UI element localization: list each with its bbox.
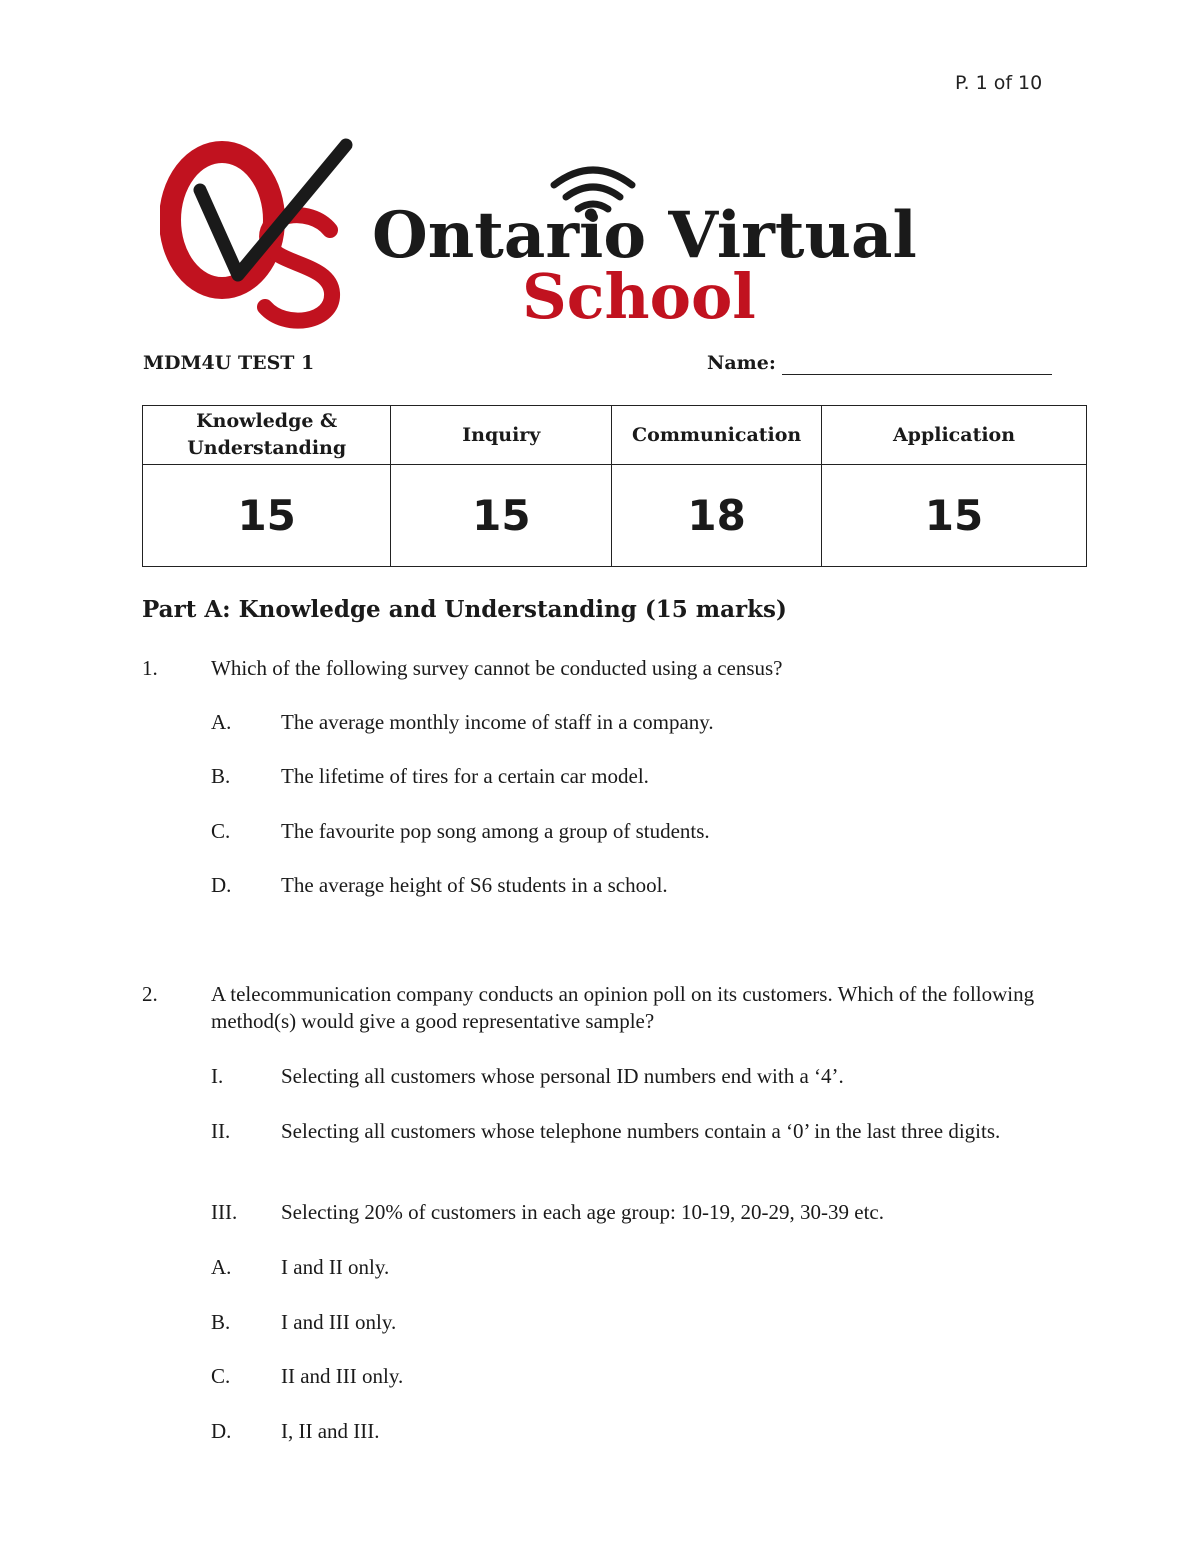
statement-text: Selecting 20% of customers in each age group: 10-19, 20-29, 30-39 etc.	[281, 1200, 885, 1224]
test-header	[143, 352, 1087, 382]
option-text: I and II only.	[281, 1255, 390, 1279]
question-number: 2.	[142, 982, 158, 1006]
page-number: P. 1 of 10	[955, 72, 1043, 94]
header-communication: Communication	[612, 406, 822, 465]
option-text: I, II and III.	[281, 1419, 380, 1443]
school-logo	[160, 135, 930, 330]
option-label: C.	[211, 1364, 231, 1388]
option-text: The lifetime of tires for a certain car model.	[281, 764, 649, 788]
value-application: 15	[822, 465, 1087, 567]
question-text: Which of the following survey cannot be conducted using a census?	[211, 656, 783, 680]
statement-label: I.	[211, 1064, 224, 1088]
marks-header-row	[143, 406, 1087, 465]
header-inquiry: Inquiry	[391, 406, 612, 465]
option-label: A.	[211, 1255, 232, 1279]
marks-value-row	[143, 465, 1087, 567]
statement-label: III.	[211, 1200, 238, 1224]
option-label: D.	[211, 873, 232, 897]
option-text: The favourite pop song among a group of students.	[281, 819, 710, 843]
option-label: D.	[211, 1419, 232, 1443]
logo-line1: Ontario Virtual	[372, 198, 917, 273]
section-title: Part A: Knowledge and Understanding (15 marks)	[142, 596, 787, 623]
name-blank-line[interactable]	[782, 374, 1052, 375]
question-number: 1.	[142, 656, 158, 680]
question-text: A telecommunication company conducts an opinion poll on its customers. Which of the following method(s) would give a good representative sample?	[211, 982, 1035, 1033]
option-label: B.	[211, 764, 231, 788]
option-label: C.	[211, 819, 231, 843]
value-inquiry: 15	[391, 465, 612, 567]
marks-breakdown-table	[142, 405, 1087, 567]
option-label: B.	[211, 1310, 231, 1334]
course-title: MDM4U TEST 1	[143, 352, 315, 374]
header-knowledge: Knowledge & Understanding	[143, 406, 391, 465]
logo-line2: School	[522, 260, 756, 330]
option-text: I and III only.	[281, 1310, 397, 1334]
statement-text: Selecting all customers whose personal ID numbers end with a ‘4’.	[281, 1064, 844, 1088]
header-application: Application	[822, 406, 1087, 465]
statement-text: Selecting all customers whose telephone numbers contain a ‘0’ in the last three digits.	[281, 1119, 1001, 1143]
option-text: The average monthly income of staff in a company.	[281, 710, 714, 734]
option-text: The average height of S6 students in a school.	[281, 873, 668, 897]
value-communication: 18	[612, 465, 822, 567]
value-knowledge: 15	[143, 465, 391, 567]
name-label: Name:	[707, 352, 776, 374]
statement-label: II.	[211, 1119, 231, 1143]
option-text: II and III only.	[281, 1364, 404, 1388]
option-label: A.	[211, 710, 232, 734]
logo-o-shape	[170, 152, 274, 288]
